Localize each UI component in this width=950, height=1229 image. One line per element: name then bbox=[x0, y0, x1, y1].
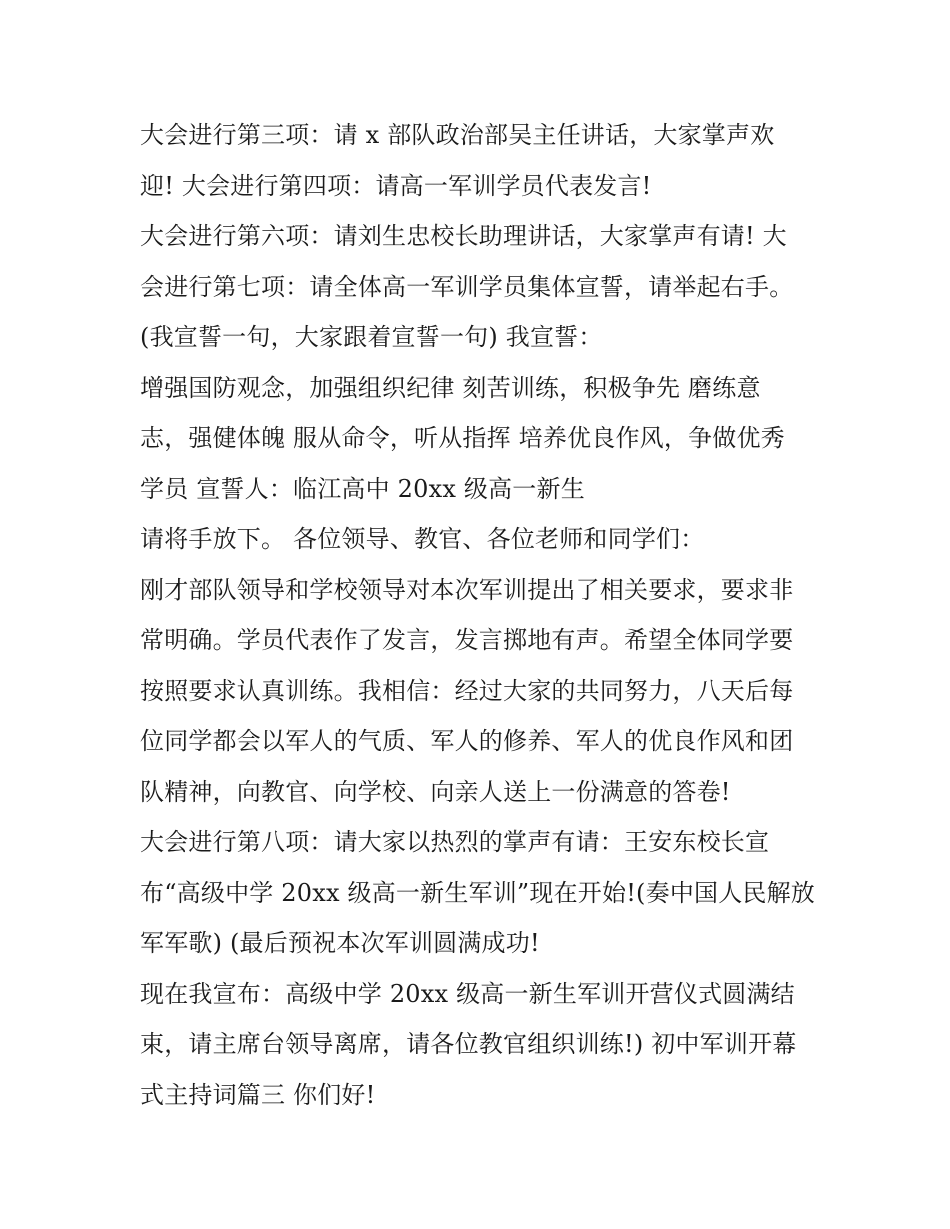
text-line: 按照要求认真训练。我相信：经过大家的共同努力，八天后每 bbox=[140, 676, 794, 705]
text-line: 增强国防观念，加强组织纪律 刻苦训练，积极争先 磨练意 bbox=[140, 373, 761, 402]
text-line: 请将手放下。 各位领导、教官、各位老师和同学们： bbox=[140, 525, 705, 553]
text-line: 式主持词篇三 你们好! bbox=[140, 1080, 376, 1109]
text-line: (我宣誓一句，大家跟着宣誓一句) 我宣誓： bbox=[140, 323, 603, 351]
text-line: 会进行第七项：请全体高一军训学员集体宣誓，请举起右手。 bbox=[140, 272, 794, 301]
body-text bbox=[140, 110, 830, 1120]
text-line: 现在我宣布：高级中学 20xx 级高一新生军训开营仪式圆满结 bbox=[140, 979, 795, 1008]
text-line: 迎! 大会进行第四项：请高一军训学员代表发言! bbox=[140, 171, 652, 200]
text-line: 大会进行第八项：请大家以热烈的掌声有请：王安东校长宣 bbox=[140, 828, 770, 856]
text-line: 束，请主席台领导离席，请各位教官组织训练!) 初中军训开幕 bbox=[140, 1030, 797, 1058]
text-line: 学员 宣誓人：临江高中 20xx 级高一新生 bbox=[140, 474, 585, 503]
text-line: 刚才部队领导和学校领导对本次军训提出了相关要求，要求非 bbox=[140, 575, 794, 604]
text-line: 志，强健体魄 服从命令，听从指挥 培养优良作风，争做优秀 bbox=[140, 424, 785, 452]
text-line: 位同学都会以军人的气质、军人的修养、军人的优良作风和团 bbox=[140, 727, 794, 755]
text-line: 大会进行第六项：请刘生忠校长助理讲话，大家掌声有请! 大 bbox=[140, 222, 787, 250]
text-line: 布“高级中学 20xx 级高一新生军训”现在开始!(奏中国人民解放 bbox=[140, 878, 816, 907]
text-line: 大会进行第三项：请 x 部队政治部吴主任讲话，大家掌声欢 bbox=[140, 121, 775, 149]
text-line: 常明确。学员代表作了发言，发言掷地有声。希望全体同学要 bbox=[140, 626, 794, 654]
text-line: 队精神，向教官、向学校、向亲人送上一份满意的答卷! bbox=[140, 777, 731, 806]
text-line: 军军歌) (最后预祝本次军训圆满成功! bbox=[140, 929, 540, 957]
